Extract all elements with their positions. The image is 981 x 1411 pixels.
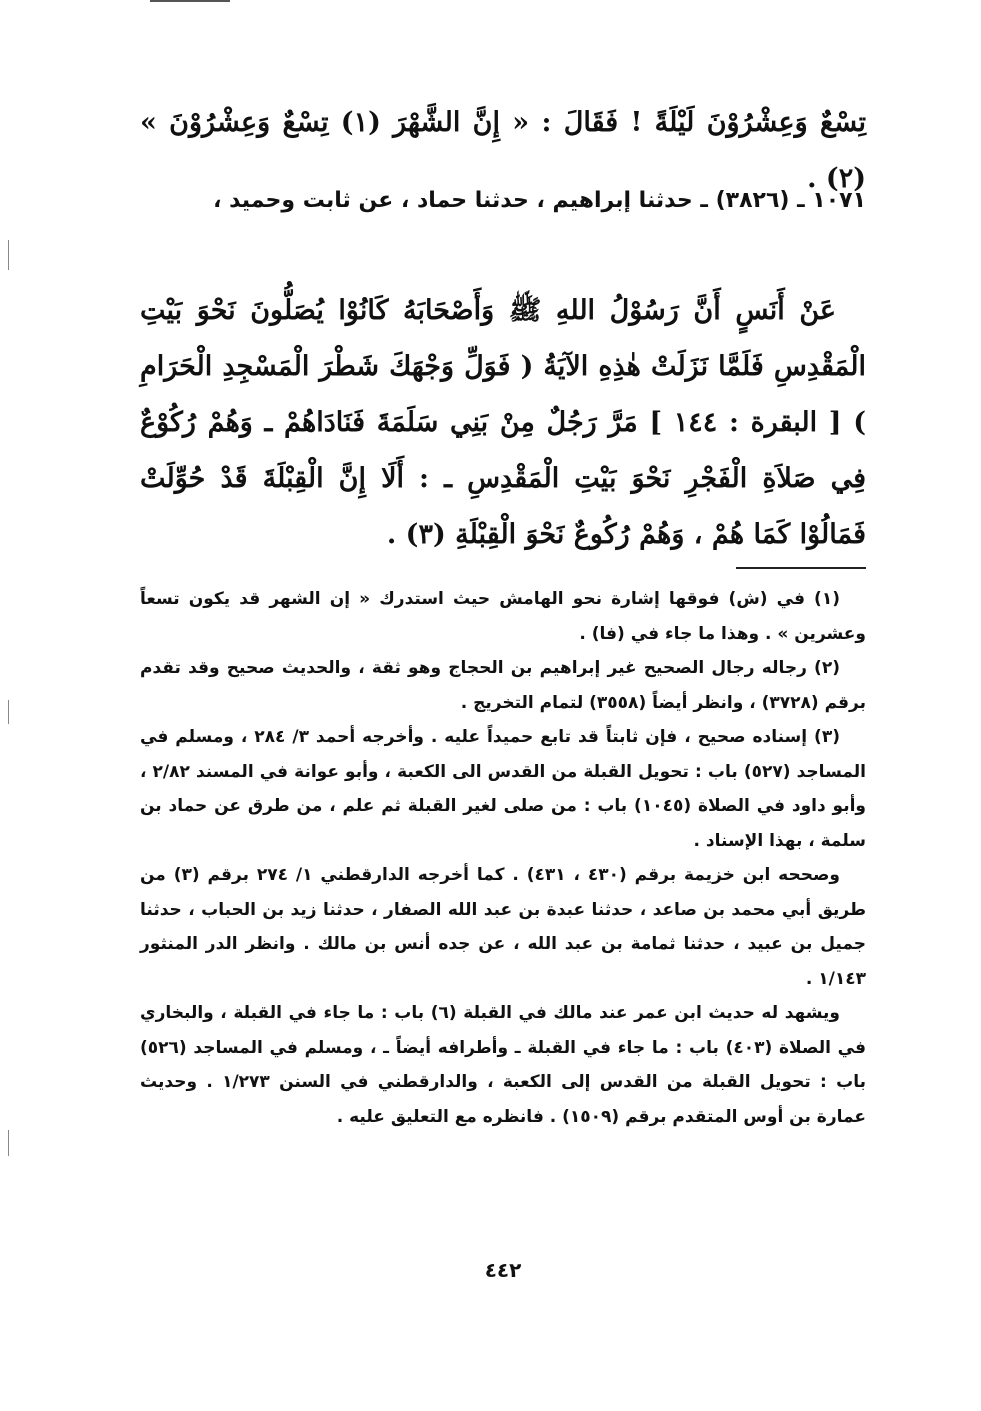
footnote-2: (٢) رجاله رجال الصحيح غير إبراهيم بن الحجاج وهو ثقة ، والحديث صحيح وقد تقدم برقم (٣٧٢٨) ، وانظر أيضاً (٣٥٥٨) لتمام التخريج . [140, 658, 866, 713]
scan-margin-mark [8, 700, 9, 724]
footnote-1: (١) في (ش) فوقها إشارة نحو الهامش حيث استدرك « إن الشهر قد يكون تسعاً وعشرين » . وهذا ما جاء في (فا) . [140, 589, 866, 644]
footnotes-section [140, 582, 866, 1134]
book-page [140, 0, 866, 1411]
footnote-3-continuation: وصححه ابن خزيمة برقم (٤٣٠ ، ٤٣١) . كما أخرجه الدارقطني ١/ ٢٧٤ برقم (٣) من طريق أبي محمد بن صاعد ، حدثنا عبدة بن عبد الله الصفار ، حدثنا زيد بن الحباب ، حدثنا جميل بن عبيد ، حدثنا ثمامة بن عبد الله ، عن جده أنس بن مالك . وانظر الدر المنثور ١/١٤٣ . [140, 865, 866, 989]
hadith-text-continuation: تِسْعٌ وَعِشْرُوْنَ لَيْلَةً ! فَقَالَ : « إِنَّ الشَّهْرَ (١) تِسْعٌ وَعِشْرُوْنَ » (٢) . [140, 107, 866, 194]
footnote-3: (٣) إسناده صحيح ، فإن ثابتاً قد تابع حميداً عليه . وأخرجه أحمد ٣/ ٢٨٤ ، ومسلم في المساجد (٥٢٧) باب : تحويل القبلة من القدس الى الكعبة ، وأبو عوانة في المسند ٢/٨٢ ، وأبو داود في الصلاة (١٠٤٥) باب : من صلى لغير القبلة ثم علم ، من طرق عن حماد بن سلمة ، بهذا الإسناد . [140, 727, 866, 851]
footnote-separator [736, 567, 866, 569]
scan-margin-mark [8, 1130, 9, 1156]
hadith-isnad-header: ١٠٧١ ـ (٣٨٢٦) ـ حدثنا إبراهيم ، حدثنا حماد ، عن ثابت وحميد ، [213, 188, 866, 213]
footnote-3-supporting-evidence: ويشهد له حديث ابن عمر عند مالك في القبلة (٦) باب : ما جاء في القبلة ، والبخاري في الصلاة (٤٠٣) باب : ما جاء في القبلة ـ وأطرافه أيضاً ـ ، ومسلم في المساجد (٥٢٦) باب : تحويل القبلة من القدس إلى الكعبة ، والدارقطني في السنن ١/٢٧٣ . وحديث عمارة بن أوس المتقدم برقم (١٥٠٩) . فانظره مع التعليق عليه . [140, 1003, 866, 1127]
scan-margin-mark [8, 240, 9, 270]
hadith-matn: عَنْ أَنَسٍ أَنَّ رَسُوْلُ اللهِ ﷺ وَأَصْحَابَهُ كَانُوْا يُصَلُّونَ نَحْوَ بَيْتِ الْمَقْدِسِ فَلَمَّا نَزَلَتْ هٰذِهِ الآيَةُ ( فَوَلِّ وَجْهَكَ شَطْرَ الْمَسْجِدِ الْحَرَامِ ) [ البقرة : ١٤٤ ] مَرَّ رَجُلٌ مِنْ بَنِي سَلَمَةَ فَنَادَاهُمْ ـ وَهُمْ رُكُوْعٌ فِي صَلاَةِ الْفَجْرِ نَحْوَ بَيْتِ الْمَقْدِسِ ـ : أَلَا إِنَّ الْقِبْلَةَ قَدْ حُوِّلَتْ فَمَالُوْا كَمَا هُمْ ، وَهُمْ رُكُوعٌ نَحْوَ الْقِبْلَةِ (٣) . [140, 295, 866, 550]
page-number: ٤٤٢ [484, 1258, 522, 1282]
